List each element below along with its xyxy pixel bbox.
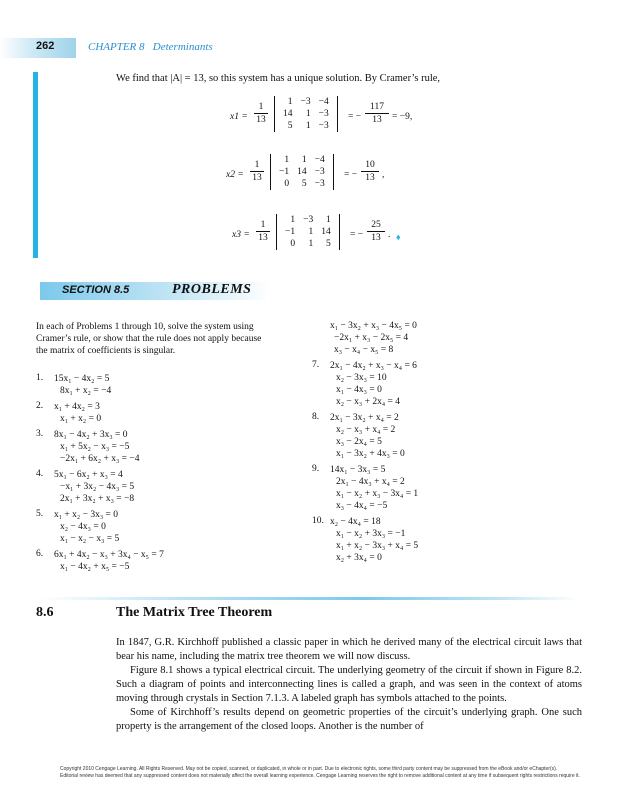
matrix-entry: 1	[305, 109, 311, 119]
equation-line: x₁ − 4x₃ = 0	[336, 385, 382, 395]
equation-line: x₁ − 3x₂ + 4x₃ = 0	[336, 449, 405, 459]
equation-line: x₁ − x₂ − x₃ = 5	[60, 534, 120, 544]
x3-tail: .	[388, 230, 391, 240]
equation-line: x₁ − 4x₂ + x₅ = −5	[60, 562, 130, 572]
x3-coef-den: 13	[258, 233, 268, 243]
problem-number: 3.	[36, 429, 44, 439]
x2-equals: = −	[344, 170, 358, 180]
page-number: 262	[36, 40, 55, 52]
problem-number: 10.	[312, 516, 324, 526]
problem-number: 8.	[312, 412, 320, 422]
equation-line: x₁ + x₂ − 3x₃ = 0	[54, 510, 119, 520]
matrix-entry: 1	[308, 239, 314, 249]
equation-line: 15x₁ − 4x₂ = 5	[54, 374, 110, 384]
x3-equals: = −	[350, 230, 364, 240]
running-head: CHAPTER 8 Determinants	[88, 41, 213, 53]
equation-line: x₁ − 3x₂ + x₃ − 4x₅ = 0	[330, 321, 417, 331]
equation-line: 2x₁ − 3x₂ + x₄ = 2	[330, 413, 399, 423]
cramer-x2	[226, 154, 486, 196]
x1-coef-den: 13	[256, 115, 266, 125]
equation-line: x₃ − 4x₄ = −5	[336, 501, 388, 511]
x2-lhs: x2 =	[226, 170, 244, 180]
matrix-entry: −3	[303, 215, 314, 225]
x3-coefficient	[256, 220, 270, 243]
equation-line: 8x₁ + x₂ = −4	[60, 386, 112, 396]
matrix-entry: 14	[297, 167, 307, 177]
section-body	[116, 636, 582, 734]
matrix-entry: −3	[318, 121, 329, 131]
x3-determinant	[276, 214, 340, 250]
x2-determinant	[270, 154, 334, 190]
equation-line: x₃ − 2x₄ = 5	[336, 437, 382, 447]
x2-coef-den: 13	[252, 173, 262, 183]
x1-res-den: 13	[372, 115, 382, 125]
cramer-x3	[232, 214, 432, 256]
x2-coefficient	[250, 160, 264, 183]
matrix-entry: 1	[284, 155, 290, 165]
footer-line: Copyright 2010 Cengage Learning. All Rights Reserved. May not be copied, scanned, or duplicated, in whole or in part. Due to electronic rights, some third party content may be suppressed from the eBook and/or eChapter(s).	[60, 766, 558, 772]
section-number: 8.6	[36, 605, 54, 620]
equation-line: x₃ − x₄ − x₅ = 8	[334, 345, 394, 355]
problem-number: 4.	[36, 469, 44, 479]
paragraph: Figure 8.1 shows a typical electrical circuit. The underlying geometry of the circuit if shown in Figure 8.2. Such a diagram of points and interconnecting lines is called a graph, and was seen in the context of atoms moving through crystals in Section 7.1.3. A labeled graph has symbols attached to the points.	[116, 665, 582, 704]
equation-line: 6x₁ + 4x₂ − x₃ + 3x₄ − x₅ = 7	[54, 550, 164, 560]
x2-coef-num: 1	[254, 160, 260, 170]
x1-equals: = −	[348, 112, 362, 122]
problem-number: 9.	[312, 464, 320, 474]
section-label: SECTION 8.5	[62, 284, 130, 296]
problems-intro-line: In each of Problems 1 through 10, solve the system using	[36, 322, 254, 332]
problem-number: 1.	[36, 373, 44, 383]
equation-line: −2x₁ + x₃ − 2x₅ = 4	[334, 333, 409, 343]
x1-coef-num: 1	[258, 102, 264, 112]
paragraph: In 1847, G.R. Kirchhoff published a classic paper in which he derived many of the electrical circuit laws that bear his name, including the matrix tree theorem we will now discuss.	[116, 637, 582, 662]
matrix-entry: 5	[325, 239, 331, 249]
equation-line: x₂ − 3x₃ = 10	[336, 373, 387, 383]
matrix-entry: 1	[305, 121, 311, 131]
equation-line: 5x₁ − 6x₂ + x₃ = 4	[54, 470, 123, 480]
x1-lhs: x1 =	[230, 112, 248, 122]
x1-result	[365, 102, 389, 125]
matrix-entry: 1	[287, 97, 293, 107]
matrix-entry: −3	[300, 97, 311, 107]
cramer-x1	[230, 96, 490, 138]
x3-res-num: 25	[371, 220, 381, 230]
equation-line: 2x₁ − 4x₂ + x₃ − x₄ = 6	[330, 361, 417, 371]
intro-text: We find that |A| = 13, so this system has a unique solution. By Cramer’s rule,	[116, 73, 441, 84]
equation-line: −2x₁ + 6x₂ + x₃ = −4	[60, 454, 140, 464]
problem-number: 7.	[312, 360, 320, 370]
footer-line: Editorial review has deemed that any suppressed content does not materially affect the overall learning experience. Cengage Learning reserves the right to remove additional content at any time if subsequent rights restrictions require it.	[60, 773, 580, 779]
x3-result	[367, 220, 385, 243]
equation-line: x₁ + 4x₂ = 3	[54, 402, 100, 412]
matrix-entry: 1	[290, 215, 296, 225]
x2-result	[361, 160, 379, 183]
matrix-entry: 0	[290, 239, 296, 249]
equation-line: x₂ − x₃ + x₄ = 2	[336, 425, 396, 435]
equation-line: x₁ + x₂ − 3x₃ + x₄ = 5	[336, 541, 419, 551]
copyright-footer	[60, 766, 580, 780]
equation-line: x₁ − x₂ + x₃ − 3x₄ = 1	[336, 489, 419, 499]
section-title: PROBLEMS	[172, 282, 252, 297]
equation-line: 2x₁ − 4x₃ + x₄ = 2	[336, 477, 405, 487]
matrix-entry: −1	[285, 227, 296, 237]
matrix-entry: 1	[301, 155, 307, 165]
equation-line: x₂ − x₃ + 2x₄ = 4	[336, 397, 401, 407]
x3-res-den: 13	[371, 233, 381, 243]
equation-line: x₂ − 4x₄ = 18	[330, 517, 381, 527]
matrix-entry: −3	[318, 109, 329, 119]
equation-line: x₁ + 5x₂ − x₃ = −5	[60, 442, 130, 452]
section-heading: The Matrix Tree Theorem	[116, 605, 273, 620]
equation-line: 14x₁ − 3x₃ = 5	[330, 465, 386, 475]
matrix-entry: 5	[287, 121, 293, 131]
problem-number: 5.	[36, 509, 44, 519]
equation-line: 8x₁ − 4x₂ + 3x₃ = 0	[54, 430, 128, 440]
equation-line: x₁ + x₂ = 0	[60, 414, 102, 424]
x3-lhs: x3 =	[232, 230, 250, 240]
x1-tail: = −9,	[392, 112, 413, 122]
matrix-entry: 14	[321, 227, 331, 237]
equation-line: x₁ − x₂ + 3x₃ = −1	[336, 529, 406, 539]
matrix-entry: −1	[279, 167, 290, 177]
x2-res-den: 13	[365, 173, 375, 183]
matrix-entry: −4	[314, 155, 325, 165]
equation-line: 2x₁ + 3x₂ + x₃ = −8	[60, 494, 135, 504]
problems-intro-line: Cramer’s rule, or show that the rule does not apply because	[36, 334, 262, 344]
section-divider	[40, 597, 580, 600]
matrix-entry: 0	[284, 179, 290, 189]
x1-res-num: 117	[370, 102, 384, 112]
matrix-entry: 1	[325, 215, 331, 225]
x1-coefficient	[254, 102, 268, 125]
paragraph: Some of Kirchhoff’s results depend on geometric properties of the circuit’s underlying graph. One such property is the arrangement of the closed loops. Another is the number of	[116, 707, 582, 732]
equation-line: −x₁ + 3x₂ − 4x₃ = 5	[60, 482, 135, 492]
matrix-entry: −3	[314, 179, 325, 189]
problem-number: 2.	[36, 401, 44, 411]
matrix-entry: −3	[314, 167, 325, 177]
matrix-entry: −4	[318, 97, 329, 107]
problems-intro-line: the matrix of coefficients is singular.	[36, 346, 176, 356]
x2-tail: ,	[382, 170, 385, 180]
end-of-example-icon: ♦	[396, 232, 401, 242]
x3-coef-num: 1	[260, 220, 266, 230]
matrix-entry: 5	[301, 179, 307, 189]
problems-intro	[36, 321, 298, 357]
matrix-entry: 1	[308, 227, 314, 237]
equation-line: x₂ − 4x₃ = 0	[60, 522, 106, 532]
problem-number: 6.	[36, 549, 44, 559]
x1-determinant	[274, 96, 338, 132]
margin-accent-bar	[33, 72, 38, 258]
equation-line: x₂ + 3x₄ = 0	[336, 553, 382, 563]
x2-res-num: 10	[365, 160, 375, 170]
matrix-entry: 14	[283, 109, 293, 119]
